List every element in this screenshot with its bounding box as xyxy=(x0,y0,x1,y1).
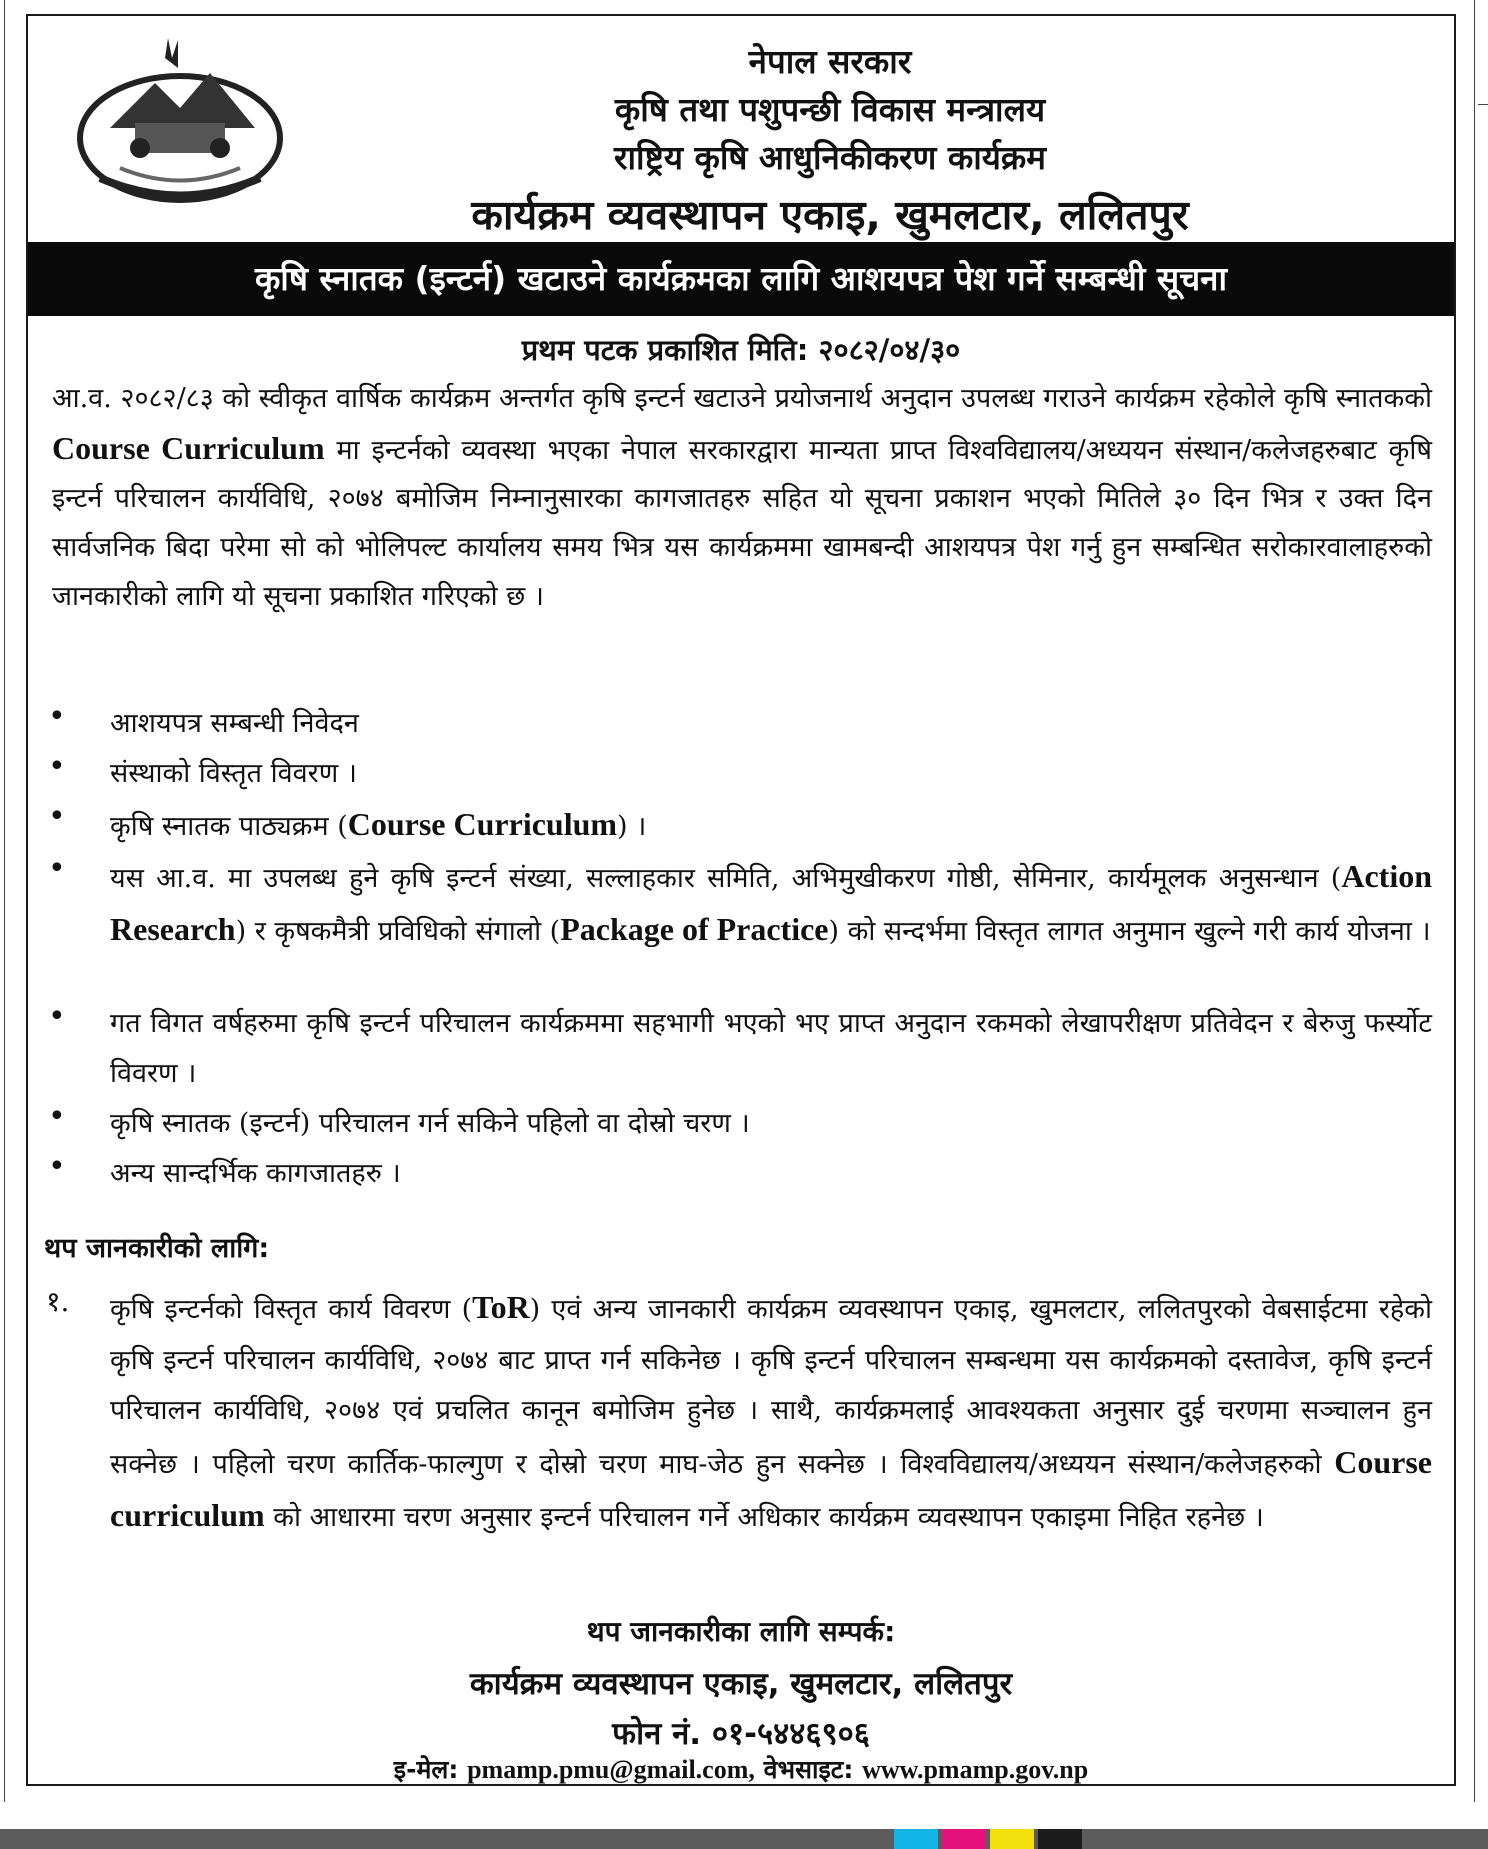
list-item-text-part: ) र कृषकमैत्री प्रविधिको संगालो ( xyxy=(235,916,561,947)
website-label: वेभसाइट: xyxy=(763,1755,854,1784)
list-item-bold-term: Course Curriculum xyxy=(347,806,618,842)
bullet-icon: • xyxy=(48,1099,66,1134)
email-label: इ-मेल: xyxy=(393,1755,459,1784)
contact-email-website xyxy=(28,1752,1454,1786)
list-item xyxy=(0,749,1488,799)
more-info-number: १. xyxy=(46,1285,70,1318)
list-item xyxy=(0,851,1488,999)
list-item xyxy=(0,799,1488,851)
contact-heading: थप जानकारीका लागि सम्पर्क: xyxy=(586,1615,896,1648)
header-ministry: कृषि तथा पशुपन्छी विकास मन्त्रालय xyxy=(614,90,1046,129)
page-edge-notch xyxy=(1478,104,1488,105)
list-item-text xyxy=(110,799,1432,852)
header-government: नेपाल सरकार xyxy=(748,42,912,81)
header-program: राष्ट्रिय कृषि आधुनिकीकरण कार्यक्रम xyxy=(613,138,1047,177)
list-item-text: संस्थाको विस्तृत विवरण । xyxy=(110,758,358,789)
yellow-swatch xyxy=(990,1829,1034,1849)
contact-phone: फोन नं. ०१-५४४६९०६ xyxy=(612,1716,870,1752)
more-info-text: ) एवं अन्य जानकारी कार्यक्रम व्यवस्थापन एकाइ, खुमलटार, ललितपुरको वेबसाईटमा रहेको कृषि इन्टर्न परिचालन कार्यविधि, २०७४ बाट प्राप्त गर्न सकिनेछ । कृषि इन्टर्न परिचालन सम्बन्धमा यस कार्यक्रमको दस्तावेज, कृषि इन्टर्न परिचालन कार्यविधि, २०७४ एवं प्रचलित कानून बमोजिम हुनेछ । साथै, कार्यक्रमलाई आवश्यकता अनुसार दुई चरणमा सञ्चालन हुन सक्नेछ । पहिलो चरण कार्तिक-फाल्गुण र दोस्रो चरण माघ-जेठ हुन सक्नेछ । विश्वविद्यालय/अध्ययन संस्थान/कलेजहरुको xyxy=(110,1294,1432,1480)
intro-bold-term: Course Curriculum xyxy=(52,429,325,466)
list-item xyxy=(0,1099,1488,1149)
bullet-icon: • xyxy=(48,999,66,1034)
publish-date: प्रथम पटक प्रकाशित मिति: २०८२/०४/३० xyxy=(521,333,961,367)
list-item xyxy=(0,1149,1488,1199)
list-item-text-part: यस आ.व. मा उपलब्ध हुने कृषि इन्टर्न संख्या, सल्लाहकार समिति, अभिमुखीकरण गोष्ठी, सेमिनार, कार्यमूलक अनुसन्धान ( xyxy=(110,863,1342,894)
list-item-text: अन्य सान्दर्भिक कागजातहरु । xyxy=(110,1158,401,1189)
documents-list xyxy=(0,699,1488,1199)
black-swatch xyxy=(1038,1829,1082,1849)
bullet-icon: • xyxy=(48,799,66,834)
list-item-bold-term: Action Research xyxy=(110,858,1432,947)
cyan-swatch xyxy=(894,1829,938,1849)
list-item-text xyxy=(110,851,1432,957)
bullet-icon: • xyxy=(48,1149,66,1184)
contact-office: कार्यक्रम व्यवस्थापन एकाइ, खुमलटार, ललितपुर xyxy=(469,1666,1013,1702)
list-item xyxy=(0,699,1488,749)
more-info-text: को आधारमा चरण अनुसार इन्टर्न परिचालन गर्ने अधिकार कार्यक्रम व्यवस्थापन एकाइमा निहित रहनेछ । xyxy=(264,1502,1264,1533)
more-info-bold-term: ToR xyxy=(472,1289,530,1325)
list-item-text-part: ) को सन्दर्भमा विस्तृत लागत अनुमान खुल्ने गरी कार्य योजना । xyxy=(828,916,1431,947)
list-item-text-part: कृषि स्नातक पाठ्यक्रम ( xyxy=(110,811,348,842)
magenta-swatch xyxy=(942,1829,986,1849)
email-address: pmamp.pmu@gmail.com, xyxy=(467,1755,755,1784)
more-info-bold-term: Course curriculum xyxy=(110,1443,1432,1533)
bullet-icon: • xyxy=(48,851,66,886)
bullet-icon: • xyxy=(48,699,66,734)
list-item-bold-term: Package of Practice xyxy=(560,911,829,947)
bullet-icon: • xyxy=(48,749,66,784)
print-registration-bar xyxy=(0,1829,1488,1849)
list-item-text: कृषि स्नातक (इन्टर्न) परिचालन गर्न सकिने पहिलो वा दोस्रो चरण । xyxy=(110,1108,750,1139)
list-item-text: आशयपत्र सम्बन्धी निवेदन xyxy=(110,708,359,739)
notice-title: कृषि स्नातक (इन्टर्न) खटाउने कार्यक्रमका लागि आशयपत्र पेश गर्ने सम्बन्धी सूचना xyxy=(28,242,1454,316)
nepal-government-emblem-icon xyxy=(60,28,300,218)
list-item xyxy=(0,999,1488,1099)
list-item-text: गत विगत वर्षहरुमा कृषि इन्टर्न परिचालन कार्यक्रममा सहभागी भएको भए प्राप्त अनुदान रकमको लेखापरीक्षण प्रतिवेदन र बेरुजु फर्स्योट विवरण । xyxy=(110,1008,1432,1089)
website-address: www.pmamp.gov.np xyxy=(862,1755,1089,1784)
list-item-text-part: ) । xyxy=(617,811,647,842)
more-info-paragraph xyxy=(110,1282,1432,1544)
intro-paragraph xyxy=(52,375,1432,622)
more-info-heading: थप जानकारीको लागि: xyxy=(44,1233,270,1264)
more-info-text: कृषि इन्टर्नको विस्तृत कार्य विवरण ( xyxy=(110,1294,473,1325)
header-office: कार्यक्रम व्यवस्थापन एकाइ, खुमलटार, ललितपुर xyxy=(471,191,1189,239)
intro-text-continued: मा इन्टर्नको व्यवस्था भएका नेपाल सरकारद्वारा मान्यता प्राप्त विश्वविद्यालय/अध्ययन संस्थान/कलेजहरुबाट कृषि इन्टर्न परिचालन कार्यविधि, २०७४ बमोजिम निम्नानुसारका कागजातहरु सहित यो सूचना प्रकाशन भएको मितिले ३० दिन भित्र र उक्त दिन सार्वजनिक बिदा परेमा सो को भोलिपल्ट कार्यालय समय भित्र यस कार्यक्रममा खामबन्दी आशयपत्र पेश गर्नु हुन सम्बन्धित सरोकारवालाहरुको जानकारीको लागि यो सूचना प्रकाशित गरिएको छ । xyxy=(52,434,1433,612)
intro-text: आ.व. २०८२/८३ को स्वीकृत वार्षिक कार्यक्रम अन्तर्गत कृषि इन्टर्न खटाउने प्रयोजनार्थ अनुदान उपलब्ध गराउने कार्यक्रम रहेकोले कृषि स्नातकको xyxy=(52,383,1432,414)
